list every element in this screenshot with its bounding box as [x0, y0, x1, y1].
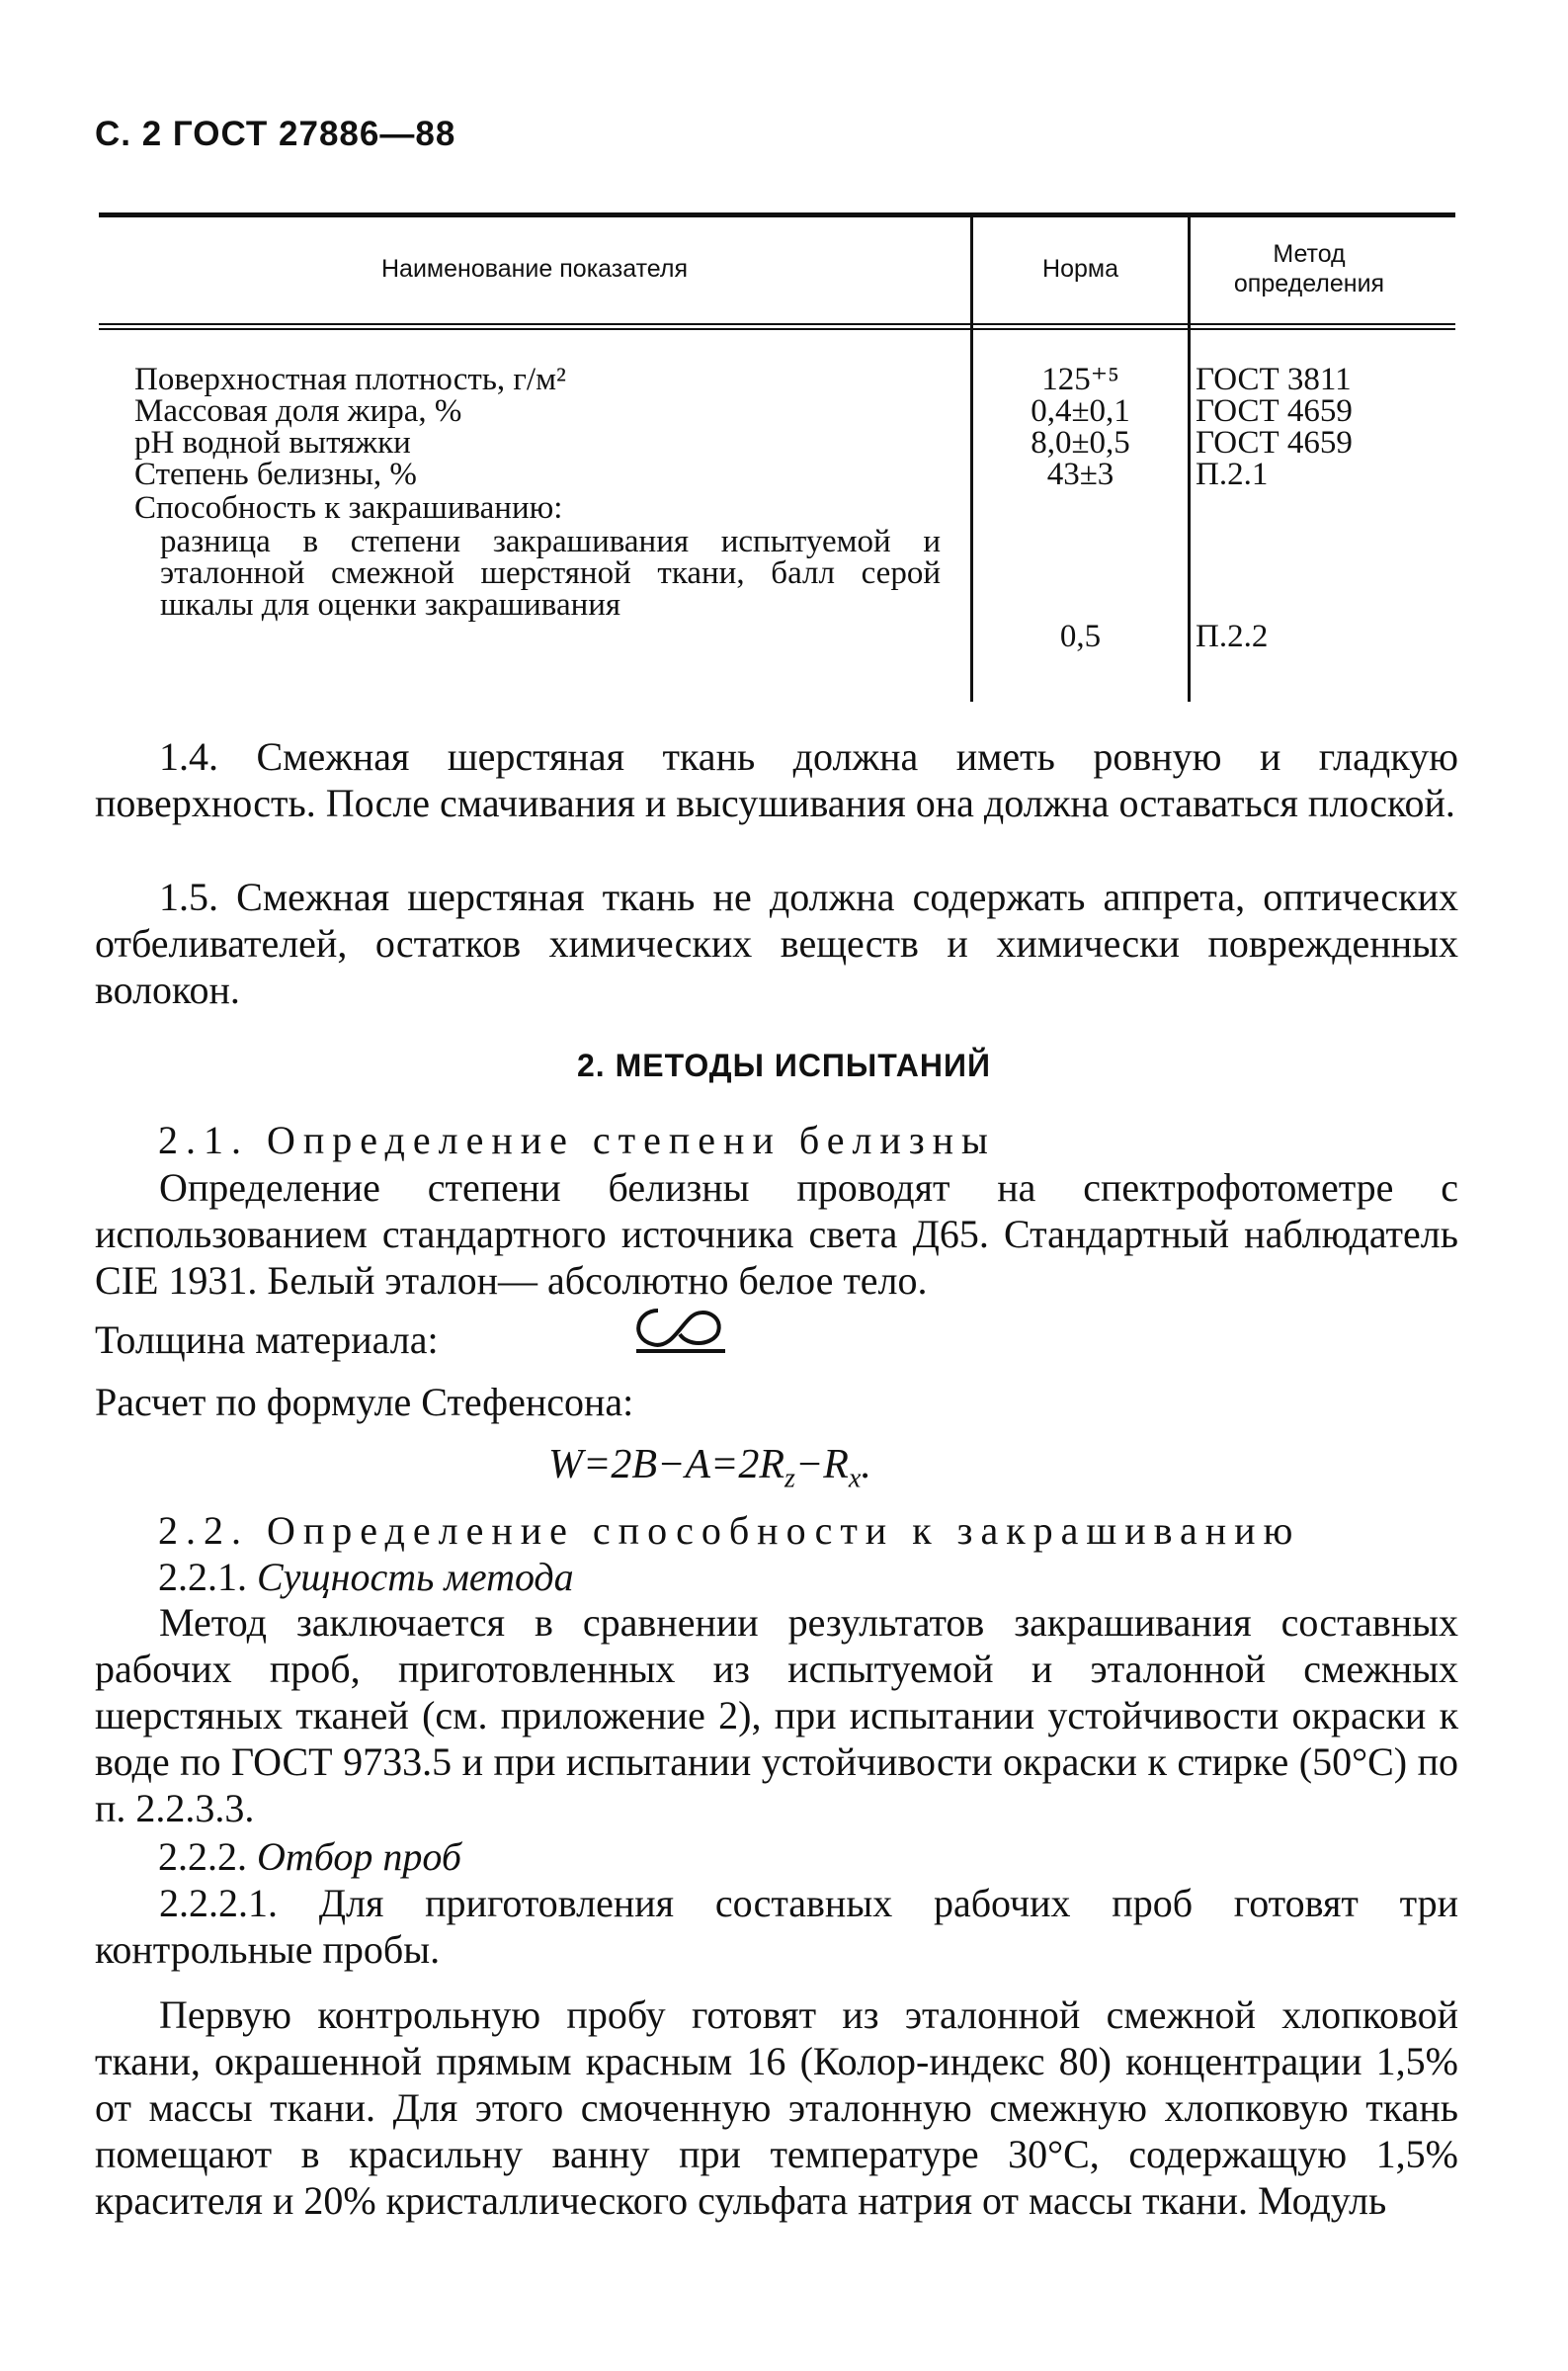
formula-part: .: [861, 1442, 871, 1487]
table-top-rule: [99, 212, 1455, 217]
properties-table: [99, 212, 1455, 702]
table-header-rule-2: [99, 328, 1455, 330]
table-cell-name: Степень белизны, %: [134, 457, 417, 492]
paragraph-2-2-2-1: [95, 1880, 1458, 1973]
paragraph-text: Определение степени белизны проводят на спектрофотометре с использованием стандартного источника света Д65. Стандартный наблюдатель CIE 1931. Белый эталон— абсолютно белое тело.: [95, 1165, 1458, 1303]
table-cell-norm: 43±3: [1046, 457, 1114, 492]
paragraph-text: 2.2.2.1. Для приготовления составных рабочих проб готовят три контрольные пробы.: [95, 1881, 1458, 1972]
subsection-title-2-1: 2.1. Определение степени белизны: [158, 1118, 996, 1162]
clause-number: 2.2.1.: [158, 1555, 247, 1599]
clause-title: Отбор проб: [257, 1834, 461, 1879]
paragraph-text: Первую контрольную пробу готовят из эталонной смежной хлопковой ткани, окрашенной прямым красным 16 (Колор-индекс 80) концентрации 1,5% от массы ткани. Для этого смоченную эталонную смежную хлопковую ткань помещают в красильну ванну при температуре 30°С, содержащую 1,5% красителя и 20% кристаллического сульфата натрия от массы ткани. Модуль: [95, 1992, 1458, 2223]
clause-number: 2.2.2.: [158, 1834, 247, 1879]
table-cell-method: П.2.2: [1196, 619, 1269, 654]
handwritten-scribble-icon: [628, 1305, 727, 1356]
paragraph-2-2-1: [95, 1599, 1458, 1831]
paragraph-2-1: [95, 1164, 1458, 1304]
paragraph-text: Метод заключается в сравнении результатов закрашивания составных рабочих проб, приготовленных из испытуемой и эталонной смежных шерстяных тканей (см. приложение 2), при испытании устойчивости окраски к воде по ГОСТ 9733.5 и при испытании устойчивости окраски к стирке (50°С) по п. 2.2.3.3.: [95, 1600, 1458, 1830]
table-cell-norm: 0,5: [1059, 619, 1102, 654]
formula-subscript: x: [848, 1463, 862, 1494]
table-column-divider: [1188, 217, 1191, 702]
section-heading: 2. МЕТОДЫ ИСПЫТАНИЙ: [577, 1048, 991, 1083]
formula-part: W=2B−A=2R: [548, 1442, 784, 1487]
table-cell-name: рН водной вытяжки: [134, 425, 411, 461]
table-cell-method: ГОСТ 4659: [1196, 393, 1353, 429]
whiteness-formula: [548, 1441, 871, 1494]
stephenson-label: Расчет по формуле Стефенсона:: [95, 1380, 634, 1424]
table-cell-name: Массовая доля жира, %: [134, 393, 462, 429]
table-header-name: Наименование показателя: [381, 255, 688, 283]
thickness-label: Толщина материала:: [95, 1317, 439, 1362]
table-header-norm: Норма: [1042, 255, 1118, 283]
table-header-rule: [99, 323, 1455, 325]
clause-title: Сущность метода: [257, 1555, 574, 1599]
table-cell-name: Способность к закрашиванию:: [134, 490, 563, 526]
paragraph-1-4: [95, 733, 1458, 826]
table-cell-method: ГОСТ 3811: [1196, 362, 1352, 397]
table-cell-name: Поверхностная плотность, г/м²: [134, 362, 566, 397]
table-cell-name: разница в степени закрашивания испытуемой и эталонной смежной шерстяной ткани, балл серой шкалы для оценки закрашивания: [160, 524, 941, 623]
subsection-title-2-2-1: [158, 1554, 574, 1600]
table-cell-norm: 8,0±0,5: [1031, 425, 1130, 461]
paragraph-control-sample: [95, 1991, 1458, 2224]
paragraph-text: 1.5. Смежная шерстяная ткань не должна содержать аппрета, оптических отбеливателей, остатков химических веществ и химически поврежденных волокон.: [95, 875, 1458, 1012]
table-cell-norm: 125⁺⁵: [1041, 362, 1119, 397]
formula-subscript: z: [784, 1463, 795, 1494]
formula-part: −R: [794, 1442, 849, 1487]
table-cell-method: П.2.1: [1196, 457, 1269, 492]
subsection-title-2-2: 2.2. Определение способности к закрашиванию: [158, 1508, 1301, 1553]
table-header-method: Метод определения: [1233, 240, 1385, 297]
table-cell-norm: 0,4±0,1: [1031, 393, 1130, 429]
table-cell-method: ГОСТ 4659: [1196, 425, 1353, 461]
subsection-title-2-2-2: [158, 1833, 461, 1880]
page-header: С. 2 ГОСТ 27886—88: [95, 115, 456, 153]
paragraph-text: 1.4. Смежная шерстяная ткань должна иметь ровную и гладкую поверхность. После смачивания и высушивания она должна оставаться плоской.: [95, 734, 1458, 825]
paragraph-1-5: [95, 874, 1458, 1013]
